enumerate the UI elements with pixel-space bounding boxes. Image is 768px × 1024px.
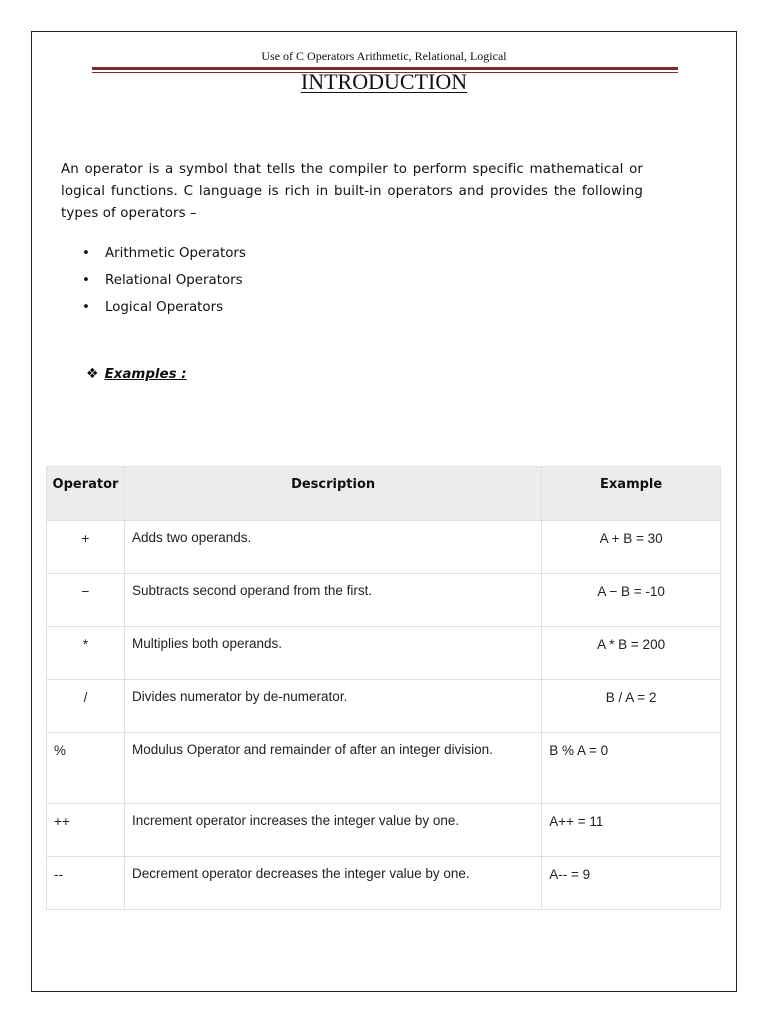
description-cell: Decrement operator decreases the integer value by one.	[124, 857, 541, 910]
operator-type-list	[61, 243, 246, 324]
example-cell: A++ = 11	[542, 804, 721, 857]
running-header: Use of C Operators Arithmetic, Relational, Logical	[261, 49, 507, 63]
operator-cell: +	[47, 521, 125, 574]
page-title: INTRODUCTION	[300, 69, 468, 94]
description-cell: Increment operator increases the integer value by one.	[124, 804, 541, 857]
diamond-bullet-icon: ❖	[86, 366, 99, 382]
description-cell: Multiplies both operands.	[124, 627, 541, 680]
example-cell: A-- = 9	[542, 857, 721, 910]
example-cell: B % A = 0	[542, 733, 721, 804]
description-cell: Adds two operands.	[124, 521, 541, 574]
column-header-description: Description	[124, 467, 541, 521]
example-cell: A + B = 30	[542, 521, 721, 574]
list-item: • Arithmetic Operators	[61, 243, 246, 270]
operators-table	[46, 466, 721, 910]
bullet-icon: •	[82, 246, 90, 261]
example-cell: B / A = 2	[542, 680, 721, 733]
example-cell: A * B = 200	[542, 627, 721, 680]
examples-heading: ❖ Examples :	[86, 366, 187, 382]
operator-cell: %	[47, 733, 125, 804]
table-row	[47, 627, 721, 680]
table-header-row	[47, 467, 721, 521]
description-cell: Subtracts second operand from the first.	[124, 574, 541, 627]
table-row	[47, 680, 721, 733]
operator-cell: --	[47, 857, 125, 910]
column-header-operator: Operator	[47, 467, 125, 521]
operator-cell: /	[47, 680, 125, 733]
operator-cell: −	[47, 574, 125, 627]
list-item: • Relational Operators	[61, 270, 246, 297]
table-row	[47, 574, 721, 627]
table-row	[47, 733, 721, 804]
table-row	[47, 857, 721, 910]
bullet-icon: •	[82, 273, 90, 288]
table-row	[47, 521, 721, 574]
example-cell: A − B = -10	[542, 574, 721, 627]
list-item: • Logical Operators	[61, 297, 246, 324]
column-header-example: Example	[542, 467, 721, 521]
operator-cell: *	[47, 627, 125, 680]
operator-cell: ++	[47, 804, 125, 857]
intro-paragraph: An operator is a symbol that tells the compiler to perform specific mathematical or logical functions. C language is rich in built-in operators and provides the following types of operators –	[61, 162, 643, 221]
description-cell: Modulus Operator and remainder of after an integer division.	[124, 733, 541, 804]
table-row	[47, 804, 721, 857]
bullet-icon: •	[82, 300, 90, 315]
description-cell: Divides numerator by de-numerator.	[124, 680, 541, 733]
